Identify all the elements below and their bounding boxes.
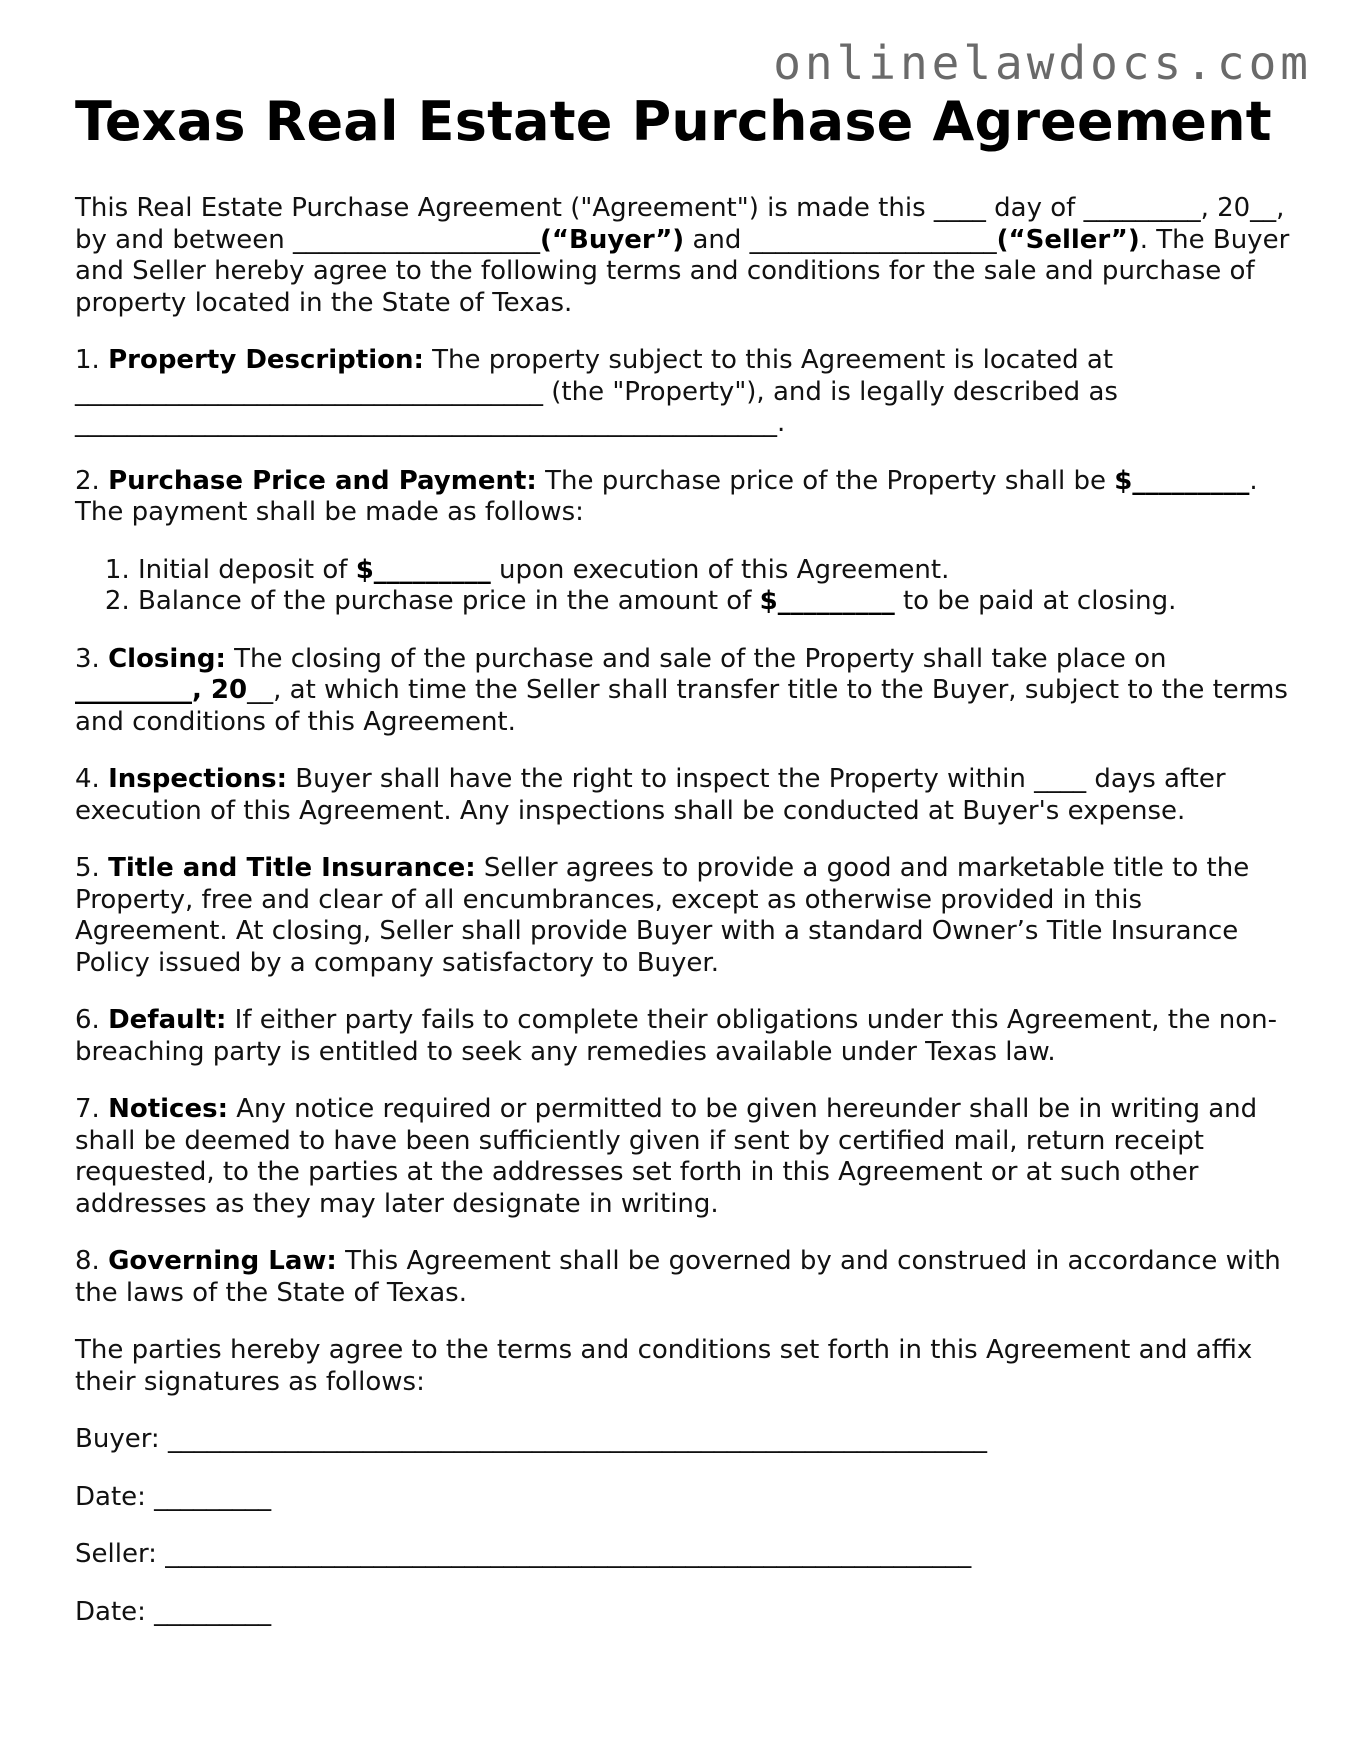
list-item-text-2: to be paid at closing. — [894, 586, 1177, 616]
section-property-description — [75, 345, 1290, 440]
closing-statement: The parties hereby agree to the terms and conditions set forth in this Agreement and affix their signatures as follows: — [75, 1335, 1253, 1397]
section-text: Seller agrees to provide a good and marketable title to the Property, free and clear of all encumbrances, except as otherwise provided in this Agreement. At closing, Seller shall provide Buyer with a standard Owner’s Title Insurance Policy issued by a company satisfactory to Buyer. — [75, 853, 1250, 978]
intro-text-2: . The Buyer and Seller hereby agree to the following terms and conditions for the sale and purchase of property located in the State of Texas. — [75, 224, 1290, 318]
section-text: Any notice required or permitted to be given hereunder shall be in writing and shall be deemed to have been sufficiently given if sent by certified mail, return receipt requested, to the parties at the addresses set forth in this Agreement or at such other addresses as they may later designate in writing. — [75, 1094, 1258, 1219]
section-number: 3. — [75, 643, 109, 674]
section-closing — [75, 644, 1290, 739]
section-number: 4. — [75, 764, 109, 794]
section-heading: Property Description: — [108, 345, 424, 375]
buyer-date-line: Date: _________ — [75, 1481, 272, 1512]
section-purchase-price — [75, 466, 1290, 529]
seller-label: (“Seller”) — [996, 224, 1140, 255]
section-heading: Purchase Price and Payment: — [108, 465, 537, 496]
document-title: Texas Real Estate Purchase Agreement — [75, 90, 1272, 153]
section-notices — [75, 1094, 1290, 1220]
section-text: The closing of the purchase and sale of the Property shall take place on — [225, 643, 1167, 674]
section-text-2: . The payment shall be made as follows: — [75, 465, 1258, 527]
list-item-text-2: upon execution of this Agreement. — [490, 554, 950, 585]
section-number: 5. — [75, 853, 109, 883]
list-item — [138, 586, 1290, 618]
section-heading: Inspections: — [108, 764, 287, 794]
section-heading: Notices: — [108, 1094, 228, 1124]
watermark: onlinelawdocs.com — [773, 36, 1312, 90]
section-text: This Agreement shall be governed by and construed in accordance with the laws of the State of Texas. — [75, 1246, 1281, 1308]
section-text: The property subject to this Agreement is located at ____________________________________ (the "Property"), and is legally described as ______________________________________________________. — [75, 345, 1118, 438]
buyer-label: (“Buyer”) — [540, 224, 685, 255]
balance-amount-blank: $_________ — [759, 586, 895, 616]
section-number: 1. — [75, 345, 109, 375]
section-text: Buyer shall have the right to inspect the Property within ____ days after execution of this Agreement. Any inspections shall be conducted at Buyer's expense. — [75, 764, 1226, 826]
document-body — [75, 193, 1290, 1654]
payment-list — [75, 555, 1290, 618]
intro-paragraph — [75, 193, 1290, 319]
list-item-text: Initial deposit of — [138, 554, 356, 585]
section-text-2: __, at which time the Seller shall transfer title to the Buyer, subject to the terms and conditions of this Agreement. — [75, 675, 1288, 737]
section-number: 8. — [75, 1246, 109, 1276]
seller-date-line: Date: _________ — [75, 1596, 272, 1627]
section-text: The purchase price of the Property shall be — [536, 465, 1115, 496]
section-heading: Governing Law: — [108, 1246, 337, 1276]
closing-date-blank: _________, 20 — [75, 675, 248, 705]
section-title-insurance — [75, 853, 1290, 979]
section-number: 2. — [75, 465, 109, 496]
price-amount-blank: $_________ — [1114, 465, 1250, 496]
intro-text: This Real Estate Purchase Agreement ("Agreement") is made this ____ day of _________, 20__, by and between ___________________ — [75, 193, 1285, 255]
intro-and: and ___________________ — [684, 224, 997, 255]
section-number: 6. — [75, 1005, 109, 1035]
section-text: If either party fails to complete their obligations under this Agreement, the non-breaching party is entitled to seek any remedies available under Texas law. — [75, 1005, 1277, 1067]
section-default — [75, 1005, 1290, 1068]
section-heading: Title and Title Insurance: — [108, 853, 476, 883]
list-item-text: Balance of the purchase price in the amount of — [138, 586, 760, 616]
section-governing-law — [75, 1246, 1290, 1309]
section-heading: Default: — [108, 1005, 227, 1035]
buyer-signature-line: Buyer: _______________________________________________________________ — [75, 1424, 987, 1454]
section-inspections — [75, 764, 1290, 827]
section-heading: Closing: — [108, 643, 226, 674]
section-number: 7. — [75, 1094, 109, 1124]
deposit-amount-blank: $_________ — [355, 554, 491, 585]
seller-signature-line: Seller: ______________________________________________________________ — [75, 1539, 972, 1569]
list-item — [138, 555, 1290, 587]
